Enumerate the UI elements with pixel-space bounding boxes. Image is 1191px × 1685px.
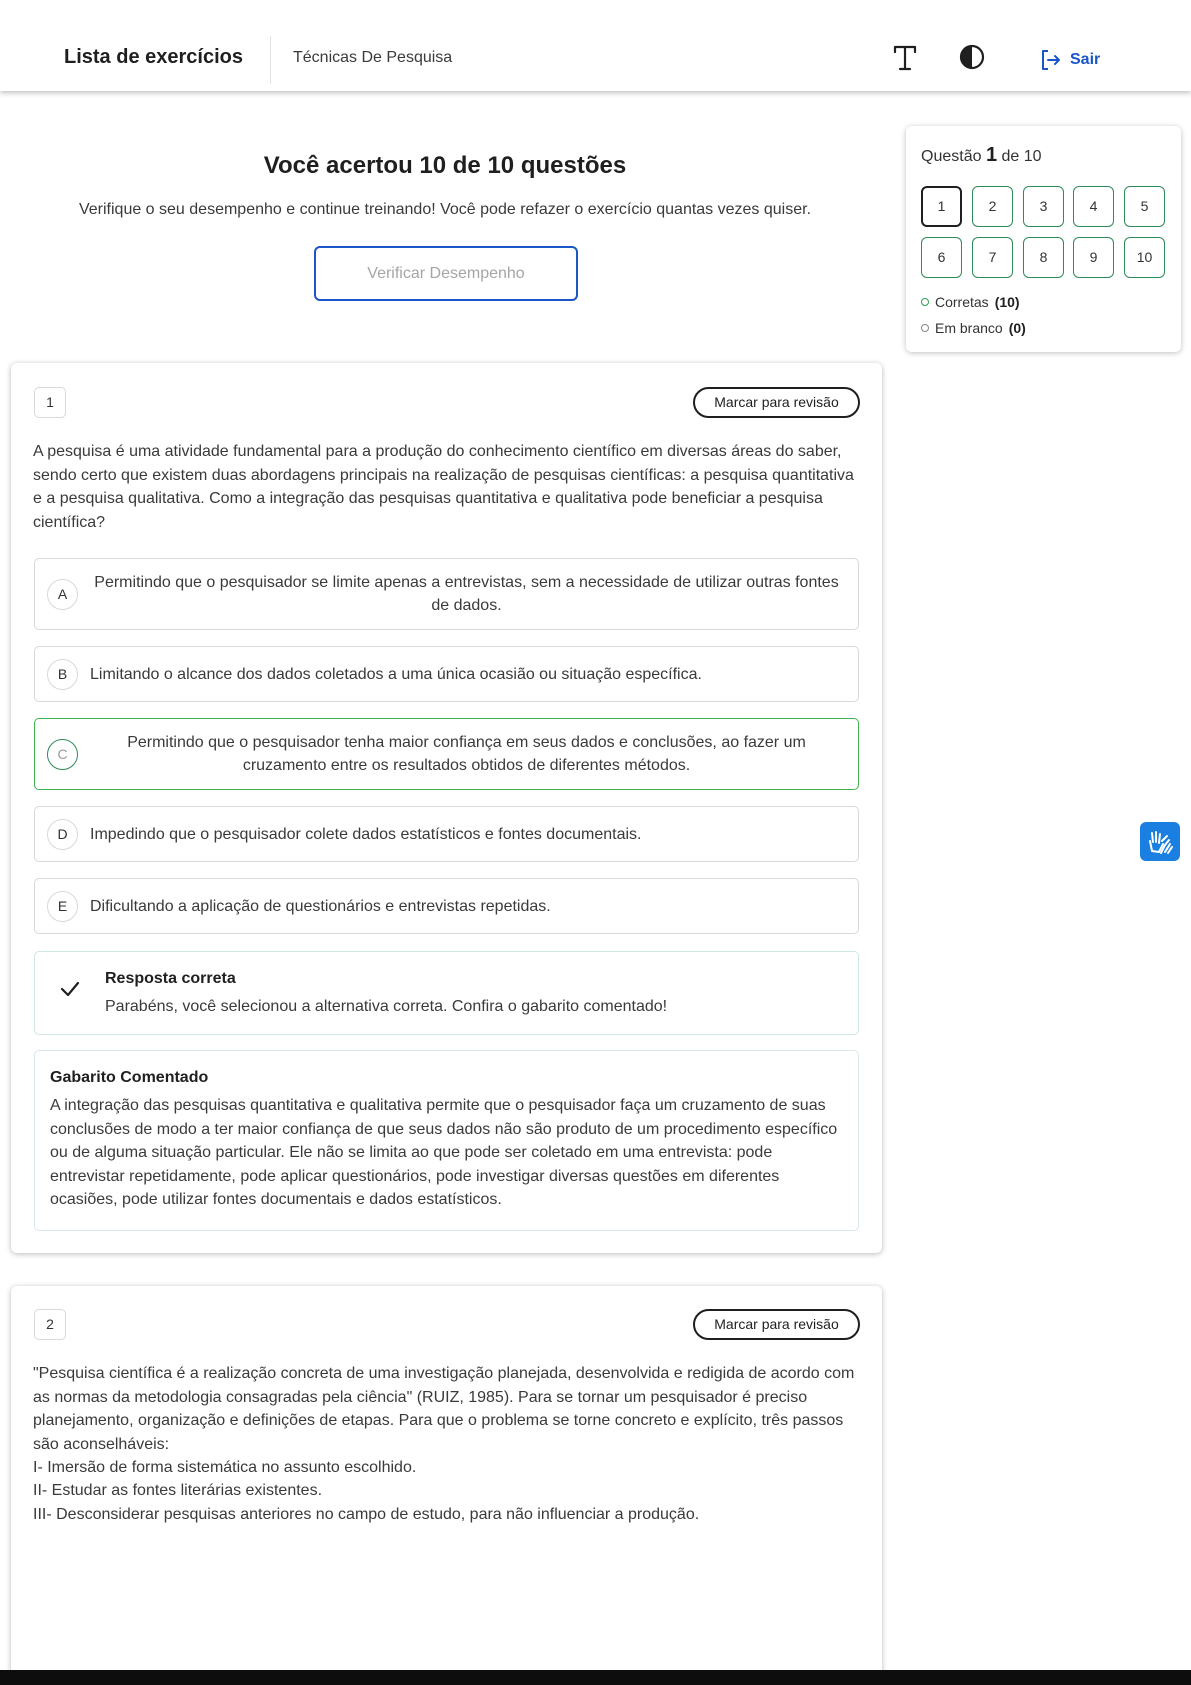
feedback-text: Parabéns, você selecionou a alternativa correta. Confira o gabarito comentado! (105, 998, 668, 1015)
legend-blank-label: Em branco (935, 320, 1003, 336)
question-card-2 (11, 1286, 882, 1685)
option-letter: A (47, 579, 78, 610)
question-card-1 (11, 363, 882, 1253)
question-button-10[interactable]: 10 (1124, 237, 1165, 278)
question-statement: "Pesquisa científica é a realização concreta de uma investigação planejada, desenvolvida e redigida de acordo com as normas da metodologia consagradas pela ciência" (RUIZ, 1985). Para se tornar um pesquisador é preciso planejamento, organização e definições de etapas. Para que o problema se torne concreto e explícito, três passos são aconselháveis: (33, 1365, 855, 1453)
option-letter: D (47, 819, 78, 850)
legend-correct-count: (10) (994, 294, 1020, 310)
option-c[interactable] (34, 718, 859, 790)
libras-hands-icon (1140, 822, 1180, 861)
logout-icon (1040, 49, 1062, 71)
course-name: Técnicas De Pesquisa (293, 49, 453, 66)
question-button-3[interactable]: 3 (1023, 186, 1064, 227)
option-text: Permitindo que o pesquisador se limite apenas a entrevistas, sem a necessidade de utilizar outras fontes de dados. (94, 574, 839, 614)
result-subtitle: Verifique o seu desempenho e continue treinando! Você pode refazer o exercício quantas vezes quiser. (78, 201, 812, 218)
option-letter: E (47, 891, 78, 922)
answer-explanation (34, 1050, 859, 1231)
question-button-2[interactable]: 2 (972, 186, 1013, 227)
mark-review-button[interactable]: Marcar para revisão (693, 1309, 860, 1340)
header-divider (270, 36, 271, 84)
question-number: 1 (34, 387, 66, 418)
option-text: Dificultando a aplicação de questionários e entrevistas repetidas. (90, 897, 551, 915)
statement-item: III- Desconsiderar pesquisas anteriores no campo de estudo, para não influenciar a produção. (33, 1506, 700, 1523)
legend-correct-label: Corretas (935, 294, 989, 310)
question-button-4[interactable]: 4 (1073, 186, 1114, 227)
logout-button[interactable] (1040, 48, 1100, 72)
mark-review-button[interactable]: Marcar para revisão (693, 387, 860, 418)
question-button-7[interactable]: 7 (972, 237, 1013, 278)
option-text: Impedindo que o pesquisador colete dados estatísticos e fontes documentais. (90, 825, 642, 843)
font-size-icon[interactable] (892, 44, 918, 72)
libras-accessibility-button[interactable] (1140, 822, 1180, 861)
top-bar (0, 0, 1191, 91)
navigator-prefix: Questão (921, 148, 982, 165)
option-a[interactable] (34, 558, 859, 630)
question-button-1[interactable]: 1 (921, 186, 962, 227)
result-title: Você acertou 10 de 10 questões (263, 152, 627, 179)
statement-item: I- Imersão de forma sistemática no assunto escolhido. (33, 1459, 417, 1476)
question-number: 2 (34, 1309, 66, 1340)
contrast-icon[interactable] (959, 44, 985, 70)
bottom-bar (0, 1670, 1191, 1685)
option-letter: C (47, 739, 78, 770)
question-navigator (906, 126, 1181, 352)
question-statement: A pesquisa é uma atividade fundamental para a produção do conhecimento científico em diversas áreas do saber, sendo certo que existem duas abordagens principais na realização de pesquisas científicas: a pesquisa quantitativa e a pesquisa qualitativa. Como a integração das pesquisas quantitativa e qualitativa pode beneficiar a pesquisa científica? (33, 443, 854, 531)
check-icon (59, 978, 81, 1000)
option-text: Permitindo que o pesquisador tenha maior confiança em seus dados e conclusões, ao fazer um cruzamento entre os resultados obtidos de diferentes métodos. (127, 734, 806, 774)
page-title: Lista de exercícios (64, 46, 243, 68)
option-b[interactable] (34, 646, 859, 702)
logout-label: Sair (1070, 51, 1101, 68)
blank-dot-icon (921, 324, 929, 332)
correct-dot-icon (921, 298, 929, 306)
question-button-6[interactable]: 6 (921, 237, 962, 278)
option-letter: B (47, 659, 78, 690)
navigator-current: 1 (985, 144, 998, 166)
statement-item: II- Estudar as fontes literárias existentes. (33, 1482, 323, 1499)
question-button-8[interactable]: 8 (1023, 237, 1064, 278)
option-e[interactable] (34, 878, 859, 934)
navigator-suffix: de 10 (1001, 148, 1042, 165)
feedback-title: Resposta correta (105, 970, 236, 987)
question-button-9[interactable]: 9 (1073, 237, 1114, 278)
legend-blank-count: (0) (1008, 320, 1026, 336)
answer-feedback (34, 951, 859, 1035)
explanation-text: A integração das pesquisas quantitativa e qualitativa permite que o pesquisador faça um cruzamento de suas conclusões de modo a ter maior confiança de que seus dados não são produto de um procedimento específico ou de alguma situação particular. Ele não se limita ao que pode ser coletado em uma entrevista: pode entrevistar repetidamente, pode aplicar questionários, pode investigar diversas questões em diferentes ocasiões, pode utilizar fontes documentais e dados estatísticos. (50, 1097, 838, 1208)
option-d[interactable] (34, 806, 859, 862)
legend-correct (921, 294, 1020, 310)
option-text: Limitando o alcance dos dados coletados a uma única ocasião ou situação específica. (90, 665, 702, 683)
verify-performance-button[interactable]: Verificar Desempenho (314, 246, 578, 301)
navigator-header (921, 144, 1042, 167)
explanation-title: Gabarito Comentado (50, 1069, 209, 1086)
question-button-5[interactable]: 5 (1124, 186, 1165, 227)
legend-blank (921, 320, 1026, 336)
